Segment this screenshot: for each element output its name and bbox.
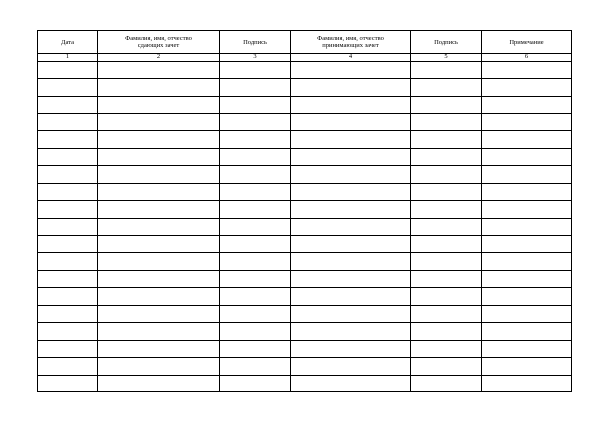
cell-giver-name <box>98 218 220 235</box>
table-row <box>38 270 572 287</box>
cell-receiver-name <box>291 183 411 200</box>
cell-note <box>482 96 572 113</box>
cell-giver-name <box>98 323 220 340</box>
cell-note <box>482 358 572 375</box>
table-row <box>38 288 572 305</box>
cell-note <box>482 253 572 270</box>
cell-receiver-name <box>291 236 411 253</box>
cell-date <box>38 79 98 96</box>
table-row <box>38 340 572 357</box>
table-row <box>38 61 572 78</box>
header-giver-signature: Подпись <box>220 31 291 54</box>
cell-receiver-name <box>291 218 411 235</box>
header-receiver-signature: Подпись <box>411 31 482 54</box>
cell-giver-signature <box>220 148 291 165</box>
cell-receiver-signature <box>411 61 482 78</box>
cell-receiver-signature <box>411 166 482 183</box>
cell-note <box>482 148 572 165</box>
test-record-table <box>37 30 572 392</box>
cell-note <box>482 201 572 218</box>
cell-receiver-name <box>291 79 411 96</box>
table-row <box>38 148 572 165</box>
table-row <box>38 358 572 375</box>
cell-giver-signature <box>220 183 291 200</box>
page-sheet <box>37 30 571 392</box>
cell-giver-name <box>98 236 220 253</box>
cell-receiver-signature <box>411 375 482 391</box>
cell-giver-signature <box>220 270 291 287</box>
cell-receiver-signature <box>411 323 482 340</box>
cell-giver-name <box>98 166 220 183</box>
cell-receiver-name <box>291 61 411 78</box>
cell-date <box>38 113 98 130</box>
cell-date <box>38 201 98 218</box>
cell-receiver-name <box>291 288 411 305</box>
cell-date <box>38 148 98 165</box>
cell-receiver-name <box>291 323 411 340</box>
table-row <box>38 253 572 270</box>
cell-date <box>38 166 98 183</box>
cell-note <box>482 270 572 287</box>
cell-giver-name <box>98 96 220 113</box>
cell-giver-signature <box>220 96 291 113</box>
cell-giver-name <box>98 358 220 375</box>
column-number: 4 <box>291 54 411 61</box>
cell-note <box>482 79 572 96</box>
cell-receiver-name <box>291 358 411 375</box>
table-row <box>38 201 572 218</box>
cell-receiver-name <box>291 340 411 357</box>
cell-date <box>38 305 98 322</box>
cell-giver-name <box>98 183 220 200</box>
cell-giver-signature <box>220 340 291 357</box>
table-row <box>38 323 572 340</box>
cell-note <box>482 131 572 148</box>
cell-note <box>482 340 572 357</box>
table-row <box>38 305 572 322</box>
cell-receiver-signature <box>411 270 482 287</box>
cell-note <box>482 288 572 305</box>
cell-date <box>38 375 98 391</box>
cell-date <box>38 270 98 287</box>
cell-giver-name <box>98 375 220 391</box>
cell-receiver-signature <box>411 288 482 305</box>
cell-date <box>38 96 98 113</box>
table-row <box>38 183 572 200</box>
cell-receiver-signature <box>411 183 482 200</box>
table-row <box>38 96 572 113</box>
cell-date <box>38 61 98 78</box>
cell-giver-name <box>98 253 220 270</box>
column-number: 2 <box>98 54 220 61</box>
cell-note <box>482 375 572 391</box>
table-row <box>38 236 572 253</box>
cell-receiver-name <box>291 270 411 287</box>
cell-giver-name <box>98 288 220 305</box>
cell-giver-name <box>98 61 220 78</box>
header-note: Примечание <box>482 31 572 54</box>
cell-receiver-signature <box>411 305 482 322</box>
cell-receiver-signature <box>411 201 482 218</box>
column-number: 1 <box>38 54 98 61</box>
cell-giver-signature <box>220 305 291 322</box>
cell-receiver-name <box>291 253 411 270</box>
cell-giver-signature <box>220 131 291 148</box>
cell-giver-signature <box>220 61 291 78</box>
cell-date <box>38 236 98 253</box>
cell-receiver-signature <box>411 340 482 357</box>
cell-giver-name <box>98 270 220 287</box>
cell-date <box>38 218 98 235</box>
cell-receiver-signature <box>411 131 482 148</box>
cell-receiver-signature <box>411 218 482 235</box>
column-number-row <box>38 54 572 61</box>
column-number: 6 <box>482 54 572 61</box>
header-date: Дата <box>38 31 98 54</box>
cell-receiver-name <box>291 148 411 165</box>
cell-giver-signature <box>220 288 291 305</box>
cell-receiver-name <box>291 201 411 218</box>
cell-giver-signature <box>220 166 291 183</box>
header-receiver-name: Фамилия, имя, отчество принимающих зачет <box>291 31 411 54</box>
cell-note <box>482 113 572 130</box>
cell-date <box>38 183 98 200</box>
cell-receiver-signature <box>411 358 482 375</box>
cell-note <box>482 305 572 322</box>
cell-receiver-name <box>291 131 411 148</box>
cell-receiver-signature <box>411 236 482 253</box>
cell-receiver-name <box>291 166 411 183</box>
table-row <box>38 218 572 235</box>
cell-receiver-name <box>291 96 411 113</box>
column-number: 3 <box>220 54 291 61</box>
cell-giver-name <box>98 79 220 96</box>
cell-giver-signature <box>220 113 291 130</box>
cell-note <box>482 183 572 200</box>
cell-note <box>482 61 572 78</box>
table-row <box>38 113 572 130</box>
column-number: 5 <box>411 54 482 61</box>
table-row <box>38 166 572 183</box>
cell-giver-signature <box>220 201 291 218</box>
cell-giver-name <box>98 340 220 357</box>
table-row <box>38 79 572 96</box>
cell-giver-name <box>98 131 220 148</box>
cell-date <box>38 288 98 305</box>
cell-giver-signature <box>220 253 291 270</box>
cell-receiver-signature <box>411 96 482 113</box>
cell-giver-name <box>98 305 220 322</box>
cell-giver-signature <box>220 236 291 253</box>
cell-giver-signature <box>220 218 291 235</box>
cell-giver-name <box>98 201 220 218</box>
cell-giver-signature <box>220 358 291 375</box>
cell-giver-signature <box>220 323 291 340</box>
cell-receiver-signature <box>411 113 482 130</box>
cell-giver-signature <box>220 79 291 96</box>
cell-receiver-name <box>291 113 411 130</box>
cell-receiver-signature <box>411 148 482 165</box>
cell-giver-signature <box>220 375 291 391</box>
cell-date <box>38 323 98 340</box>
cell-date <box>38 131 98 148</box>
cell-giver-name <box>98 113 220 130</box>
cell-date <box>38 253 98 270</box>
cell-note <box>482 218 572 235</box>
cell-note <box>482 236 572 253</box>
table-row <box>38 375 572 391</box>
cell-receiver-name <box>291 305 411 322</box>
cell-date <box>38 358 98 375</box>
cell-receiver-signature <box>411 79 482 96</box>
header-giver-name: Фамилия, имя, отчество сдающих зачет <box>98 31 220 54</box>
header-row <box>38 31 572 54</box>
cell-note <box>482 323 572 340</box>
cell-date <box>38 340 98 357</box>
cell-giver-name <box>98 148 220 165</box>
cell-receiver-name <box>291 375 411 391</box>
cell-note <box>482 166 572 183</box>
table-row <box>38 131 572 148</box>
cell-receiver-signature <box>411 253 482 270</box>
